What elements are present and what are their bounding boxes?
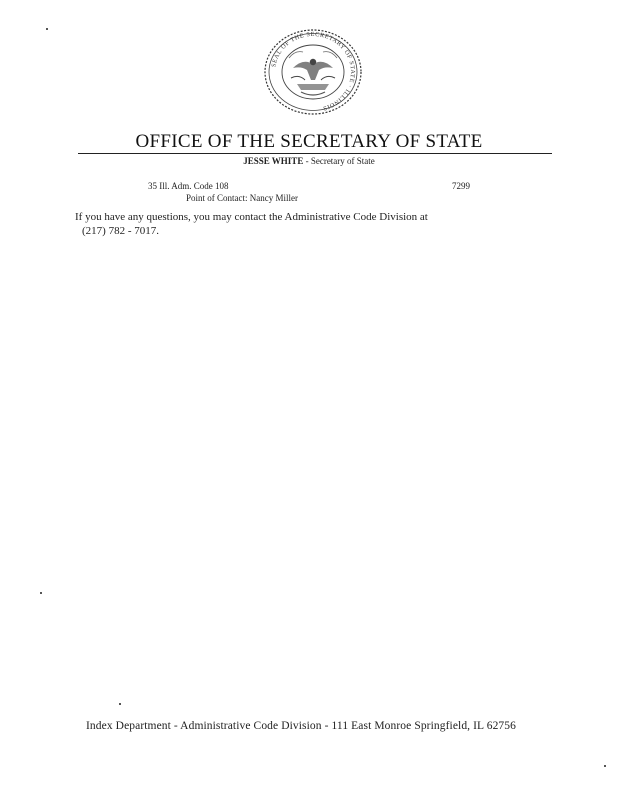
- secretary-name: JESSE WHITE: [243, 156, 304, 166]
- secretary-line: [0, 156, 618, 166]
- office-title: OFFICE OF THE SECRETARY OF STATE: [135, 131, 483, 152]
- header-rule: [78, 153, 552, 154]
- seal-ring-text: SEAL OF THE SECRETARY OF STATE · ILLINOIS: [270, 30, 357, 112]
- scan-speck: [119, 703, 121, 705]
- footer-address: Index Department - Administrative Code Division - 111 East Monroe Springfield, IL 62756: [86, 720, 516, 732]
- scan-speck: [604, 765, 606, 767]
- admin-code: 35 Ill. Adm. Code 108: [148, 181, 229, 191]
- body-paragraph: [75, 210, 495, 238]
- scan-speck: [40, 592, 42, 594]
- point-of-contact: Point of Contact: Nancy Miller: [186, 193, 298, 203]
- scan-speck: [46, 28, 48, 30]
- body-line-2: (217) 782 - 7017.: [82, 225, 159, 237]
- state-seal-icon: [263, 28, 363, 116]
- body-line-1: If you have any questions, you may contact the Administrative Code Division at: [75, 211, 428, 223]
- document-number: 7299: [452, 181, 470, 191]
- secretary-title: - Secretary of State: [303, 156, 375, 166]
